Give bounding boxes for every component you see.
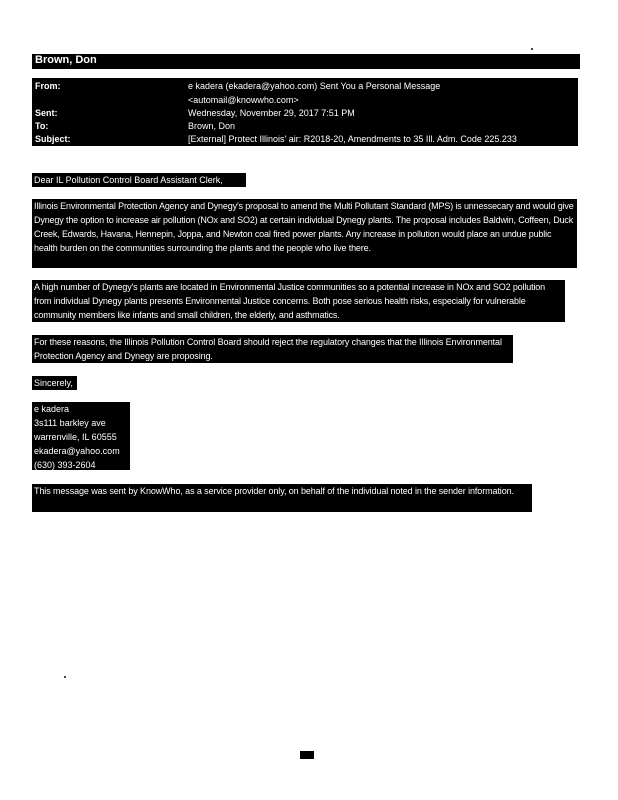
sender-name-bar (32, 54, 580, 67)
paragraph-3: For these reasons, the Illinois Pollution Control Board should reject the regulatory changes that the Illinois Environmental Protection Agency and Dynegy are proposing. (32, 335, 513, 363)
sent-label: Sent: (35, 108, 58, 118)
signature-block (32, 402, 130, 470)
page-number-mark (300, 751, 314, 759)
from-label: From: (35, 81, 61, 91)
sender-name: Brown, Don (35, 54, 97, 66)
scan-speck (64, 676, 66, 678)
scan-speck (531, 48, 533, 50)
email-header (32, 78, 578, 146)
signature-name: e kadera (34, 404, 70, 414)
from-value-address: <automail@knowwho.com> (188, 95, 299, 105)
signature-city: warrenville, IL 60555 (34, 432, 117, 442)
paragraph-2: A high number of Dynegy's plants are located in Environmental Justice communities so a potential increase in NOx and SO2 pollution from individual Dynegy plants presents Environmental Justice concerns. Both pose serious health risks, especially for vulnerable community members like infants and small children, the elderly, and asthmatics. (32, 280, 565, 322)
to-label: To: (35, 121, 49, 131)
subject-label: Subject: (35, 134, 71, 144)
signature-phone: (630) 393-2604 (34, 460, 96, 470)
footer-note: This message was sent by KnowWho, as a service provider only, on behalf of the individual noted in the sender information. (32, 484, 532, 512)
header-divider (32, 67, 580, 69)
to-value: Brown, Don (188, 121, 236, 131)
signature-email: ekadera@yahoo.com (34, 446, 120, 456)
signature-street: 3s111 barkley ave (34, 418, 106, 428)
from-value: e kadera (ekadera@yahoo.com) Sent You a Personal Message (188, 81, 441, 91)
salutation: Dear IL Pollution Control Board Assistant Clerk, (32, 173, 246, 187)
closing: Sincerely, (32, 376, 77, 390)
sent-value: Wednesday, November 29, 2017 7:51 PM (188, 108, 355, 118)
paragraph-1: Illinois Environmental Protection Agency and Dynegy's proposal to amend the Multi Pollutant Standard (MPS) is unnessecary and would give Dynegy the option to increase air pollution (NOx and SO2) at certain individual Dynegy plants. The proposal includes Baldwin, Coffeen, Duck Creek, Edwards, Havana, Hennepin, Joppa, and Newton coal fired power plants. Any increase in pollution would place an undue public health burden on the communities surrounding the plants and the people who live there. (32, 199, 577, 268)
subject-value: [External] Protect Illinois' air: R2018-20, Amendments to 35 Ill. Adm. Code 225.233 (188, 134, 517, 144)
